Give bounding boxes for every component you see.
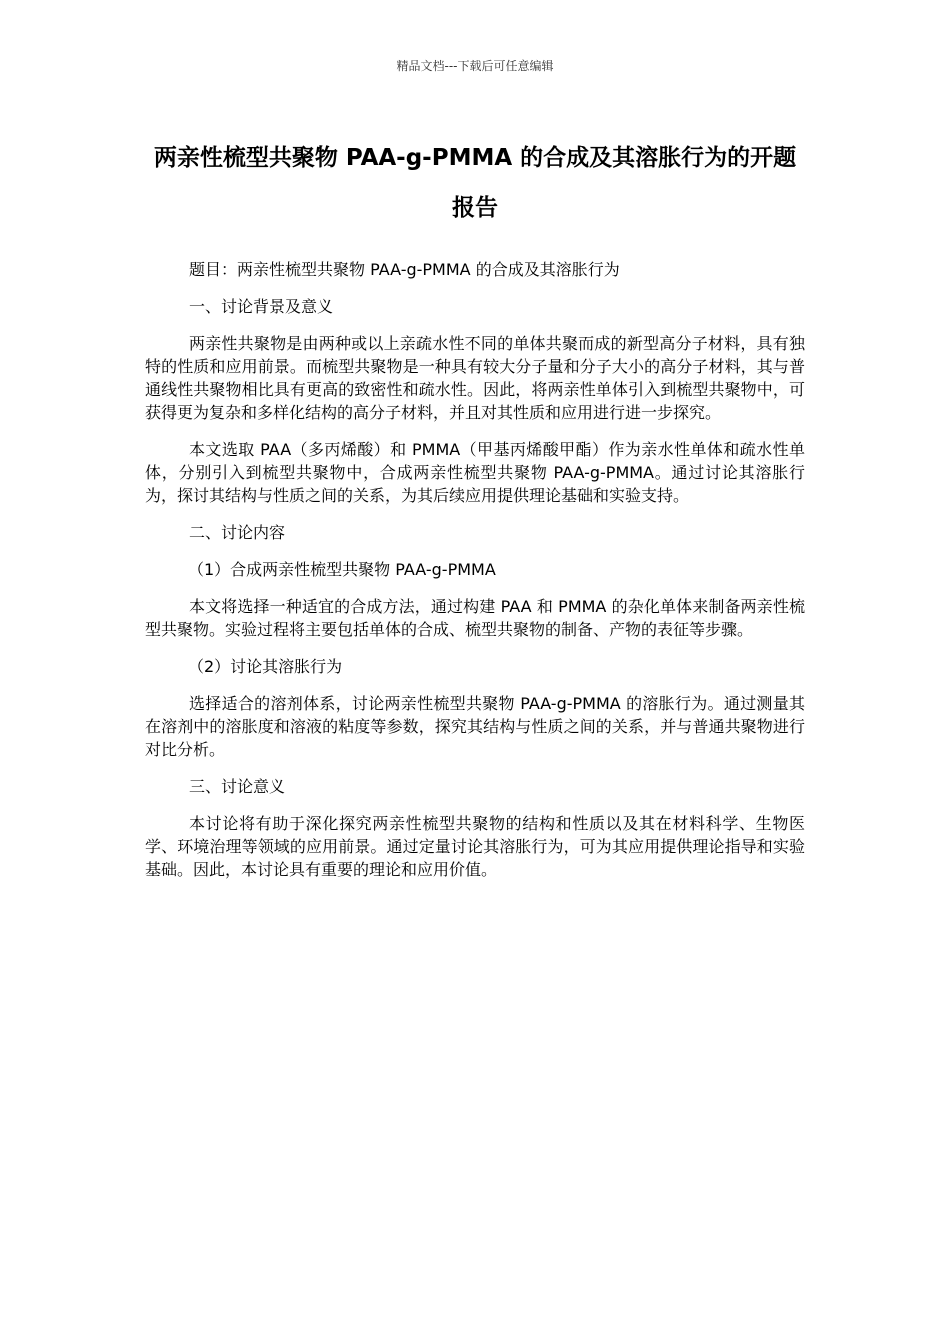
section-2-paragraph-2: 选择适合的溶剂体系，讨论两亲性梳型共聚物 PAA-g-PMMA 的溶胀行为。通过测量其在溶剂中的溶胀度和溶液的粘度等参数，探究其结构与性质之间的关系，并与普通共聚物进行对比分析。: [145, 694, 805, 759]
document-body: [145, 258, 805, 895]
section-1-paragraph-1: 两亲性共聚物是由两种或以上亲疏水性不同的单体共聚而成的新型高分子材料，具有独特的性质和应用前景。而梳型共聚物是一种具有较大分子量和分子大小的高分子材料，其与普通线性共聚物相比具有更高的致密性和疏水性。因此，将两亲性单体引入到梳型共聚物中，可获得更为复杂和多样化结构的高分子材料，并且对其性质和应用进行进一步探究。: [145, 334, 805, 422]
header-note: 精品文档---下载后可任意编辑: [396, 59, 554, 73]
document-title: 两亲性梳型共聚物 PAA-g-PMMA 的合成及其溶胀行为的开题报告: [153, 145, 797, 221]
section-1-paragraph-2: 本文选取 PAA（多丙烯酸）和 PMMA（甲基丙烯酸甲酯）作为亲水性单体和疏水性单体，分别引入到梳型共聚物中，合成两亲性梳型共聚物 PAA-g-PMMA。通过讨论其溶胀行为，探讨其结构与性质之间的关系，为其后续应用提供理论基础和实验支持。: [145, 440, 805, 505]
section-2-subheading-2: （2）讨论其溶胀行为: [188, 657, 343, 676]
section-1-heading: 一、讨论背景及意义: [189, 297, 334, 316]
section-2-heading: 二、讨论内容: [189, 523, 286, 542]
section-2-paragraph-1: 本文将选择一种适宜的合成方法，通过构建 PAA 和 PMMA 的杂化单体来制备两亲性梳型共聚物。实验过程将主要包括单体的合成、梳型共聚物的制备、产物的表征等步骤。: [145, 597, 805, 639]
section-2-subheading-1: （1）合成两亲性梳型共聚物 PAA-g-PMMA: [188, 560, 496, 579]
section-3-paragraph-1: 本讨论将有助于深化探究两亲性梳型共聚物的结构和性质以及其在材料科学、生物医学、环境治理等领域的应用前景。通过定量讨论其溶胀行为，可为其应用提供理论指导和实验基础。因此，本讨论具有重要的理论和应用价值。: [145, 814, 805, 879]
section-3-heading: 三、讨论意义: [189, 777, 286, 796]
topic-line: 题目：两亲性梳型共聚物 PAA-g-PMMA 的合成及其溶胀行为: [189, 260, 620, 279]
